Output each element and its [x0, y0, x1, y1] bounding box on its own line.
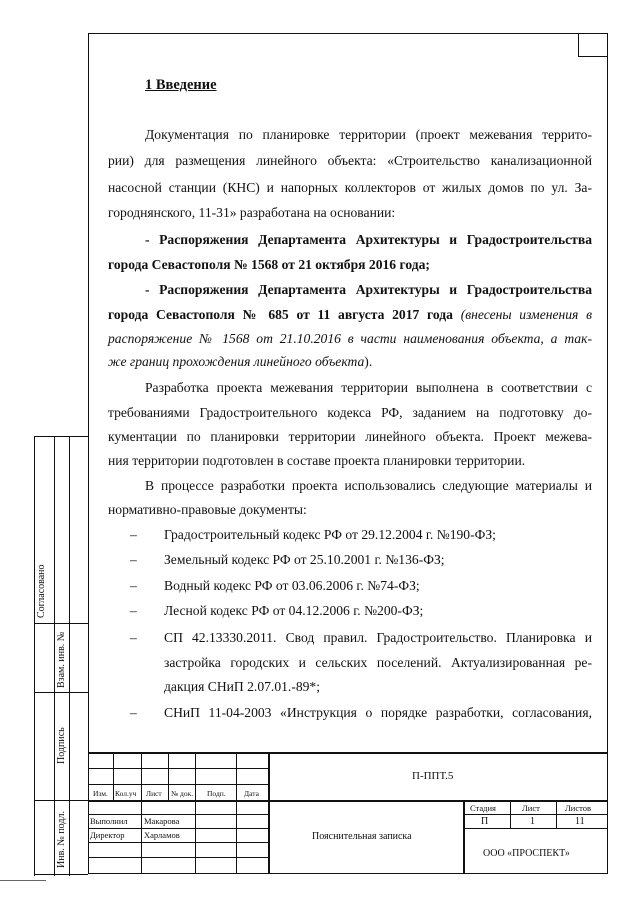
order-note-tail: ).: [364, 354, 373, 369]
section-heading: 1 Введение: [145, 77, 217, 93]
sheets-value: 11: [575, 816, 585, 827]
text-line: кументации по планировки территории линейного объекта. Проект межева-: [108, 429, 592, 444]
list-item: – Лесной кодекс РФ от 04.12.2006 г. №200-ФЗ;: [130, 603, 424, 618]
col-header: Кол.уч: [115, 789, 137, 798]
col-header: Подп.: [207, 789, 226, 798]
stage-header: Стадия: [470, 803, 496, 813]
list-item-continuation: застройка городских и сельских поселений. Актуализированная ре-: [164, 655, 592, 670]
role-label: Директор: [90, 830, 125, 840]
order-line: города Севастополя № 1568 от 21 октября 2016 года;: [108, 257, 430, 272]
list-item: – Земельный кодекс РФ от 25.10.2001 г. №136-ФЗ;: [130, 552, 445, 567]
role-name: Макарова: [144, 816, 180, 826]
side-label-inv-orig: Инв. № подл.: [56, 811, 67, 868]
col-header: Лист: [146, 789, 162, 798]
text-line: насосной станции (КНС) и напорных коллекторов от жилых домов по ул. За-: [108, 180, 592, 195]
list-item: – СНиП 11-04-2003 «Инструкция о порядке разработки, согласования,: [130, 705, 592, 720]
order-line: [108, 307, 592, 323]
text-line: ния территории подготовлен в составе проекта планировки территории.: [108, 453, 526, 468]
sheet-number-box: [578, 33, 608, 57]
col-header: Изм.: [93, 789, 108, 798]
document-name: Пояснительная записка: [312, 831, 412, 842]
order-note: (внесены изменения в: [460, 307, 593, 322]
side-label-agreed: Согласовано: [36, 564, 47, 618]
order-number: города Севастополя № 685 от 11 августа 2017 года: [108, 307, 453, 322]
role-label: Выполнил: [90, 816, 128, 826]
scan-artifact-line: [0, 880, 46, 881]
text-line: Документация по планировке территории (проект межевания террито-: [145, 127, 592, 142]
sheets-header: Листов: [565, 803, 591, 813]
order-line: - Распоряжения Департамента Архитектуры и Градостроительства: [145, 282, 592, 297]
text-line: требованиями Градостроительного кодекса РФ, заданием на подготовку до-: [108, 405, 592, 420]
list-item: – Водный кодекс РФ от 03.06.2006 г. №74-ФЗ;: [130, 578, 420, 593]
list-item: – Градостроительный кодекс РФ от 29.12.2004 г. №190-ФЗ;: [130, 527, 496, 542]
list-item: – СП 42.13330.2011. Свод правил. Градостроительство. Планировка и: [130, 630, 592, 645]
role-name: Харламов: [144, 830, 180, 840]
side-label-inv-replace: Взам. инв. №: [56, 631, 67, 688]
order-note-line: [108, 354, 592, 370]
order-note-end: же границ прохождения линейного объекта: [108, 354, 365, 369]
sheet-header: Лист: [522, 803, 540, 813]
col-header: Дата: [244, 789, 259, 798]
order-line: - Распоряжения Департамента Архитектуры и Градостроительства: [145, 232, 592, 247]
text-line: В процессе разработки проекта использовались следующие материалы и: [145, 478, 592, 493]
list-item-continuation: дакция СНиП 2.07.01.-89*;: [164, 679, 321, 694]
company-name: ООО «ПРОСПЕКТ»: [483, 848, 570, 859]
text-line: городнянского, 11-31» разработана на основании:: [108, 205, 396, 220]
doc-code: П-ППТ.5: [412, 770, 454, 782]
text-line: Разработка проекта межевания территории выполнена в соответствии с: [145, 380, 592, 395]
side-label-signature: Подпись: [56, 727, 67, 764]
text-line: рии) для размещения линейного объекта: «Строительство канализационной: [108, 153, 592, 168]
stage-value: П: [481, 816, 489, 827]
order-note-line: распоряжение № 1568 от 21.10.2016 в части наименования объекта, а так-: [108, 331, 592, 346]
text-line: нормативно-правовые документы:: [108, 502, 307, 517]
sheet-value: 1: [530, 816, 535, 827]
col-header: № док.: [171, 789, 194, 798]
